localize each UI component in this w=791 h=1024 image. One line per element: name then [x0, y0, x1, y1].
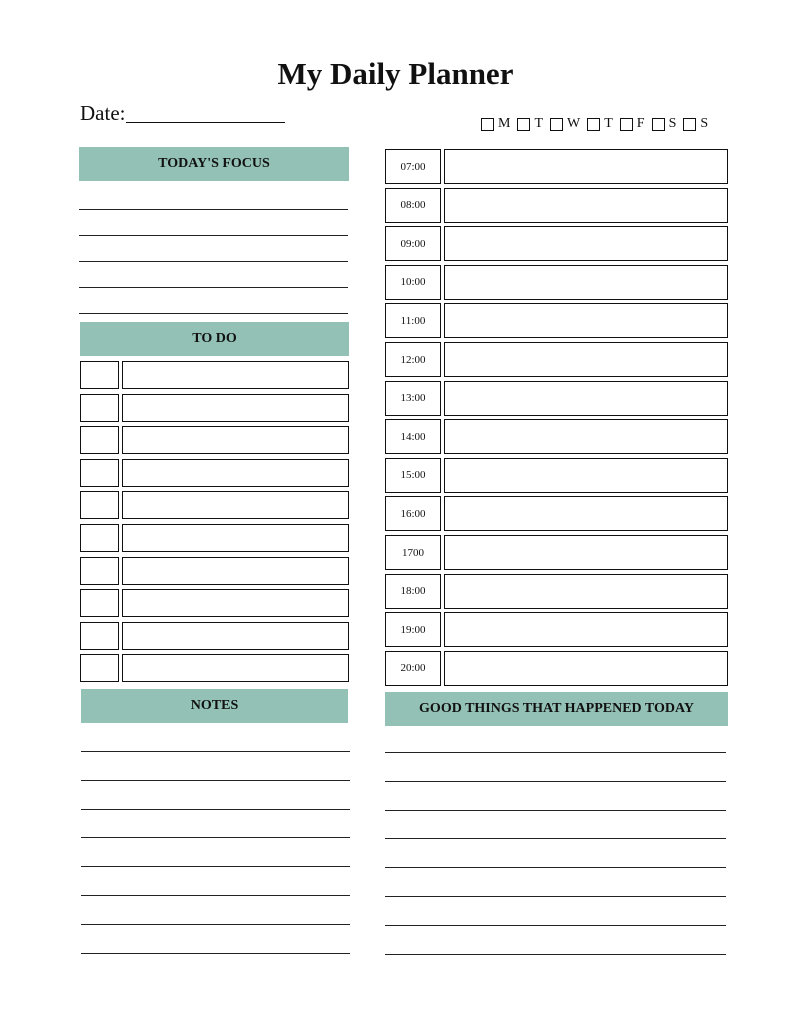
time-slot-entry[interactable]	[444, 303, 728, 338]
time-slot-label	[385, 149, 441, 184]
time-text: 1700	[402, 546, 424, 559]
notes-line[interactable]	[81, 751, 350, 752]
focus-line[interactable]	[79, 313, 348, 314]
todo-header: TO DO	[80, 322, 349, 356]
todo-checkbox[interactable]	[80, 459, 119, 487]
good-things-line[interactable]	[385, 810, 726, 811]
time-slot-label	[385, 458, 441, 493]
time-slot-entry[interactable]	[444, 342, 728, 377]
weekday-option[interactable]	[652, 116, 684, 132]
weekday-letter: S	[700, 116, 709, 131]
todo-checkbox[interactable]	[80, 622, 119, 650]
time-slot-label	[385, 381, 441, 416]
todo-entry[interactable]	[122, 589, 349, 617]
weekday-option[interactable]	[517, 116, 550, 132]
weekday-option[interactable]	[550, 116, 587, 132]
time-text: 16:00	[400, 507, 426, 520]
time-slot-label	[385, 612, 441, 647]
weekday-option[interactable]	[620, 116, 652, 132]
time-slot-label	[385, 574, 441, 609]
todo-entry[interactable]	[122, 524, 349, 552]
good-things-line[interactable]	[385, 954, 726, 955]
todo-entry[interactable]	[122, 459, 349, 487]
weekday-letter: W	[567, 116, 581, 131]
weekday-option[interactable]	[683, 116, 715, 132]
weekday-checkbox[interactable]	[587, 118, 600, 131]
todo-entry[interactable]	[122, 394, 349, 422]
notes-line[interactable]	[81, 837, 350, 838]
notes-line[interactable]	[81, 780, 350, 781]
todo-entry[interactable]	[122, 557, 349, 585]
time-text: 14:00	[400, 430, 426, 443]
todo-entry[interactable]	[122, 654, 349, 682]
focus-line[interactable]	[79, 235, 348, 236]
focus-line[interactable]	[79, 287, 348, 288]
time-slot-entry[interactable]	[444, 226, 728, 261]
todays-focus-header: TODAY'S FOCUS	[79, 147, 349, 181]
weekday-letter: F	[636, 116, 645, 131]
time-slot-label	[385, 342, 441, 377]
time-slot-entry[interactable]	[444, 458, 728, 493]
todo-entry[interactable]	[122, 426, 349, 454]
weekday-checkbox[interactable]	[481, 118, 494, 131]
weekday-letter: T	[534, 116, 544, 131]
time-text: 13:00	[400, 392, 426, 405]
weekday-selector	[481, 115, 715, 133]
time-slot-label	[385, 535, 441, 570]
todo-checkbox[interactable]	[80, 524, 119, 552]
weekday-letter: M	[498, 116, 511, 131]
time-slot-label	[385, 226, 441, 261]
todo-checkbox[interactable]	[80, 426, 119, 454]
weekday-option[interactable]	[481, 116, 517, 132]
todo-checkbox[interactable]	[80, 654, 119, 682]
weekday-checkbox[interactable]	[517, 118, 530, 131]
date-field[interactable]	[126, 122, 285, 123]
time-slot-entry[interactable]	[444, 188, 728, 223]
good-things-line[interactable]	[385, 925, 726, 926]
focus-line[interactable]	[79, 209, 348, 210]
time-slot-label	[385, 265, 441, 300]
time-slot-entry[interactable]	[444, 496, 728, 531]
page-title: My Daily Planner	[277, 56, 514, 91]
time-text: 11:00	[400, 314, 426, 327]
time-slot-entry[interactable]	[444, 612, 728, 647]
time-text: 07:00	[400, 160, 426, 173]
time-slot-label	[385, 419, 441, 454]
todo-entry[interactable]	[122, 622, 349, 650]
good-things-line[interactable]	[385, 752, 726, 753]
good-things-line[interactable]	[385, 781, 726, 782]
todo-checkbox[interactable]	[80, 491, 119, 519]
time-slot-label	[385, 651, 441, 686]
time-text: 19:00	[400, 623, 426, 636]
todo-checkbox[interactable]	[80, 361, 119, 389]
time-text: 12:00	[400, 353, 426, 366]
time-slot-label	[385, 188, 441, 223]
good-things-header: GOOD THINGS THAT HAPPENED TODAY	[385, 692, 728, 726]
time-slot-entry[interactable]	[444, 535, 728, 570]
time-text: 18:00	[400, 585, 426, 598]
weekday-checkbox[interactable]	[652, 118, 665, 131]
good-things-line[interactable]	[385, 867, 726, 868]
todo-entry[interactable]	[122, 491, 349, 519]
weekday-letter: T	[604, 116, 613, 131]
time-slot-entry[interactable]	[444, 651, 728, 686]
time-text: 10:00	[400, 276, 426, 289]
weekday-checkbox[interactable]	[683, 118, 696, 131]
time-slot-entry[interactable]	[444, 149, 728, 184]
notes-line[interactable]	[81, 895, 350, 896]
time-slot-entry[interactable]	[444, 419, 728, 454]
time-slot-label	[385, 303, 441, 338]
focus-line[interactable]	[79, 261, 348, 262]
time-slot-entry[interactable]	[444, 381, 728, 416]
time-text: 08:00	[400, 199, 426, 212]
weekday-checkbox[interactable]	[620, 118, 633, 131]
time-text: 09:00	[400, 237, 426, 250]
weekday-option[interactable]	[587, 116, 620, 132]
todo-entry[interactable]	[122, 361, 349, 389]
todo-checkbox[interactable]	[80, 589, 119, 617]
good-things-line[interactable]	[385, 896, 726, 897]
todo-checkbox[interactable]	[80, 557, 119, 585]
notes-line[interactable]	[81, 924, 350, 925]
time-text: 15:00	[400, 469, 426, 482]
weekday-checkbox[interactable]	[550, 118, 563, 131]
notes-line[interactable]	[81, 809, 350, 810]
notes-line[interactable]	[81, 866, 350, 867]
weekday-letter: S	[668, 116, 677, 131]
good-things-line[interactable]	[385, 838, 726, 839]
time-text: 20:00	[400, 662, 426, 675]
date-label: Date:	[80, 101, 126, 125]
todo-checkbox[interactable]	[80, 394, 119, 422]
notes-line[interactable]	[81, 953, 350, 954]
notes-header: NOTES	[81, 689, 348, 723]
time-slot-entry[interactable]	[444, 574, 728, 609]
time-slot-label	[385, 496, 441, 531]
time-slot-entry[interactable]	[444, 265, 728, 300]
